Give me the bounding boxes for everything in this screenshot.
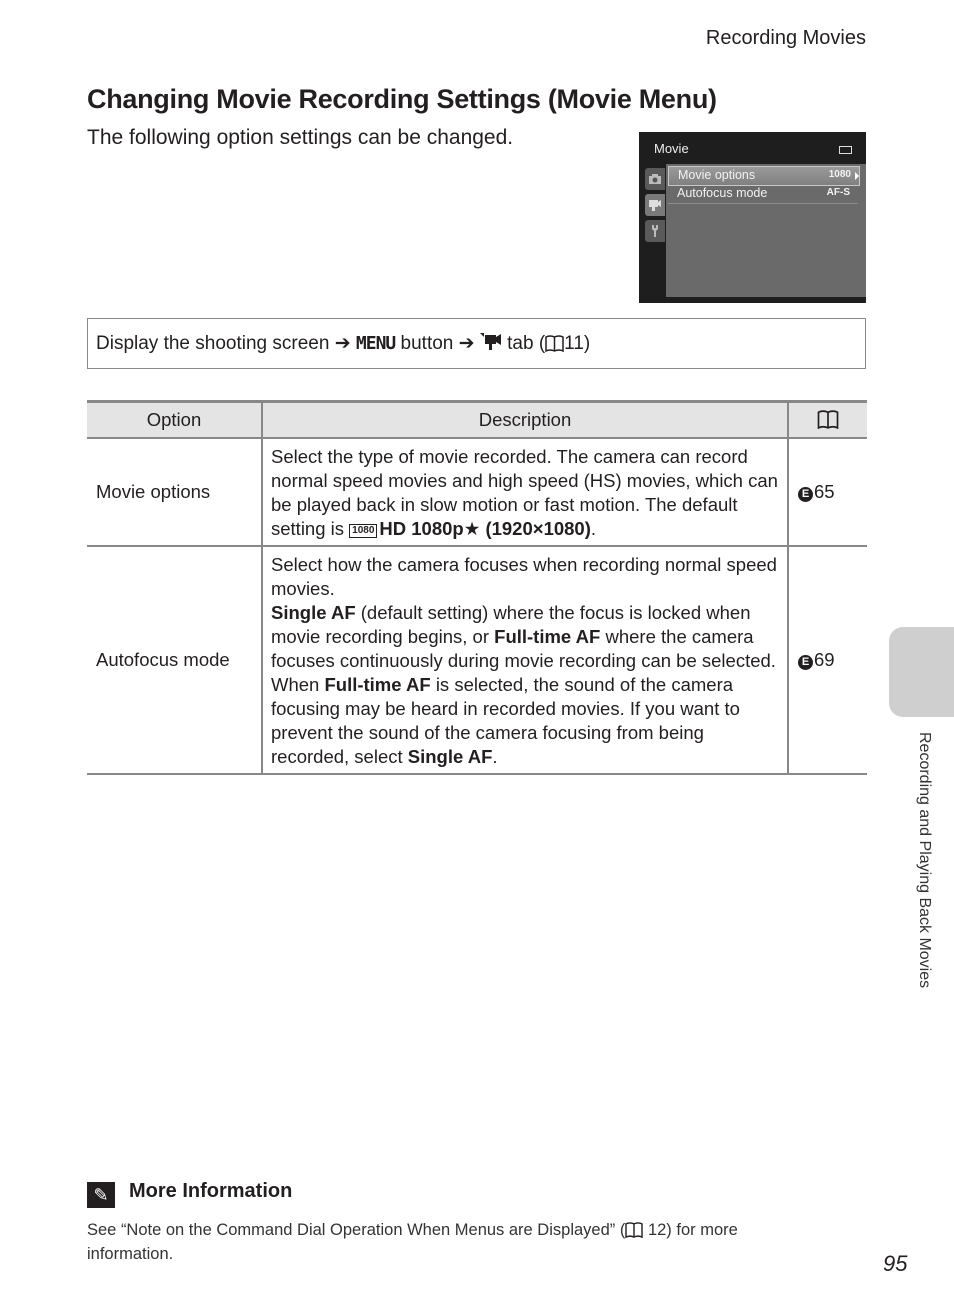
description-text: where the camera focuses continuously during movie recording can be selected. When [271,626,776,695]
battery-icon [839,146,852,154]
arrow-right-icon: ➔ [334,333,351,354]
description-cell [262,438,788,546]
movie-tab-icon [645,194,665,216]
more-info-body [87,1218,807,1266]
page-ref: 65 [814,481,835,502]
page-ref: 69 [814,649,835,670]
camera-screen-image [639,132,866,303]
description-end: . [492,746,498,767]
navigation-path [96,332,590,355]
camera-menu-item-label: Autofocus mode [677,186,768,200]
table-row [87,546,867,774]
full-time-af-term: Full-time AF [494,626,601,647]
setup-tab-icon [645,220,665,242]
nav-step-tab: tab ( [507,333,546,354]
pencil-icon: ✎ [87,1182,115,1208]
movie-tab-icon [480,333,502,351]
camera-menu-item-label: Movie options [678,168,756,182]
camera-tab-icon [645,168,665,190]
nav-step-shooting-screen: Display the shooting screen [96,333,330,354]
nav-close-paren: ) [583,333,591,354]
more-info-text: ) for more information. [87,1221,738,1263]
description-text: Select how the camera focuses when recording normal speed movies. [271,554,777,599]
header-description: Description [262,402,788,439]
more-info-heading [87,1180,292,1208]
option-cell: Movie options [87,438,262,546]
intro-text: The following option settings can be changed. [87,126,514,149]
chevron-right-icon [855,172,859,180]
menu-button-glyph: MENU [355,333,396,354]
description-text: (default setting) where the focus is locked when movie recording begins, or [271,602,751,647]
movie-option-value-icon: 1080 [828,169,851,180]
af-mode-value-icon: AF-S [826,187,850,198]
camera-screen-tabs [639,164,666,303]
page-title: Changing Movie Recording Settings (Movie Menu) [87,84,717,114]
navigation-path-box [87,318,866,369]
default-setting: HD 1080p★ (1920×1080) [379,518,591,539]
chapter-tab [889,627,954,717]
description-text: Select the type of movie recorded. The camera can record normal speed movies and high speed (HS) movies, which can be played back in slow motion or fast motion. The default setting is [271,446,778,539]
header-option: Option [87,402,262,439]
page-number: 95 [883,1251,908,1276]
table-header-row [87,402,867,439]
book-reference-icon [545,335,564,352]
more-info-page-ref: 12 [647,1221,667,1239]
options-table [87,400,867,775]
more-info-title: More Information [129,1180,293,1202]
page-ref-cell [788,438,867,546]
option-cell: Autofocus mode [87,546,262,774]
movie-quality-icon: 1080 [349,524,377,538]
reference-section-icon: E [798,655,813,670]
single-af-term: Single AF [271,602,356,623]
camera-menu-item-autofocus-mode [668,185,858,204]
book-reference-icon [817,410,839,429]
description-cell [262,546,788,774]
nav-step-button: button [400,333,454,354]
camera-screen-titlebar [639,132,866,164]
description-end: . [590,518,597,539]
single-af-term: Single AF [407,746,493,767]
camera-screen-bottom-bar [666,297,866,303]
description-text: is selected, the sound of the camera focusing may be heard in recorded movies. If you want to prevent the sound of the camera focusing from being recorded, select [271,674,740,767]
full-time-af-term: Full-time AF [324,674,431,695]
table-row [87,438,867,546]
book-reference-icon [625,1222,643,1238]
camera-screen-title: Movie [654,141,689,156]
nav-page-ref: 11 [564,333,584,354]
page-ref-cell [788,546,867,774]
more-info-text: See “Note on the Command Dial Operation When Menus are Displayed” ( [87,1221,626,1239]
reference-section-icon: E [798,487,813,502]
chapter-label: Recording and Playing Back Movies [916,732,933,989]
arrow-right-icon: ➔ [458,333,475,354]
running-head: Recording Movies [705,27,866,49]
camera-menu-item-movie-options [668,166,860,186]
header-page-ref [788,402,867,439]
